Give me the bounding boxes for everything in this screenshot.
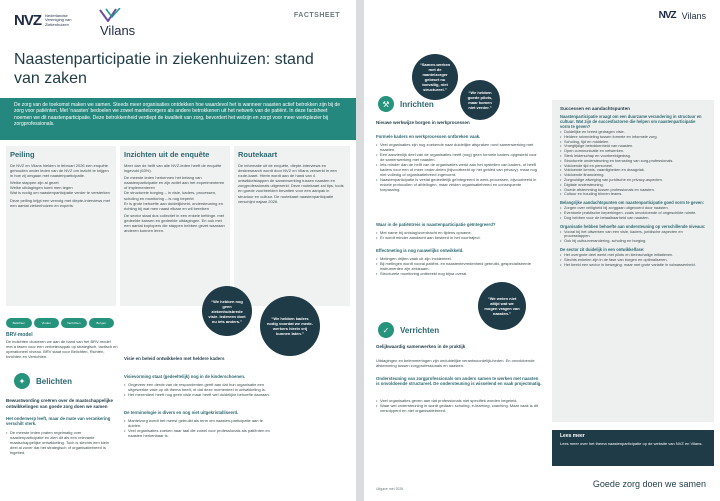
checklist-icon: ✓ [378, 322, 394, 338]
inrichten-subheading: Effectmeting is nog nauwelijks ontwikkeld. [376, 248, 464, 253]
inrichten-list [376, 256, 542, 276]
bullet-item: • Duidelijke en breed gedragen visie. [560, 130, 706, 135]
bullet-item: • Structurele monitoring ontbreekt nog bijna overal. [376, 271, 542, 276]
bullet-item: • Veel organisaties zijn nog zoekende naar duidelijke afspraken rond samenwerking met naasten. [376, 142, 542, 152]
panel-subheading: Organisatie hebben behoefte aan ondersteuning op verschillende niveaus: [560, 223, 706, 229]
column-body: De informatie uit de enquête, diepte-interviews en deskresearch wordt door NVZ en Vilans verwerkt in een route-kaart. Hierin wordt aan de hand van 4 ontwikkelstappen de samenwerking tussen naasten en zorgprofessionals uitgewerkt. Deze routekaart zal tips, tools en goede voorbeelden bevatten voor een aanpak in structuur en cultuur. De routekaart naastenparticipatie verschijnt najaar 2026. [238, 163, 344, 204]
richten-subheading: Visievorming staat (gedeeltelijk) nog in de kinderschoenen. [124, 374, 246, 379]
vilans-logo: Vilans [681, 10, 706, 21]
column-title: Routekaart [238, 150, 278, 159]
model-step: Borgen [89, 318, 115, 328]
header-logos [659, 10, 706, 21]
bullet-item: De meeste leden herkennen het belang van naastenparticipatie en zijn actief aan het experimenteren of implementeren [124, 175, 225, 191]
bullet-item: • Het overgrote deel werkt met pilots en kleinschalige initiatieven. [560, 253, 706, 258]
lees-meer-body: Lees meer over het thema naastenparticipatie op de website van NVZ en Vilans. [560, 441, 703, 446]
bullet-item: • Ongeveer een derde van de respondenten geeft aan dat hun organisatie een uitgewerkte visie op dit thema heeft, of dat deze momenteel in ontwikkeling is. [124, 382, 274, 392]
panel-list [560, 253, 706, 267]
inrichten-heading: Nieuwe werkwijze borgen in werkprocessen [376, 120, 470, 125]
bullet-item: • Sterk leiderschap en voorbeeldgedrag. [560, 154, 706, 159]
inrichten-subheading: Waar in de patiëntreis is naastenparticipatie geïntegreerd? [376, 222, 496, 227]
inrichten-subheading: Formele kaders en werkprocessen ontbreken vaak. [376, 134, 481, 139]
bullet-item: • Waar wel ondersteuning in wordt gedaan: scholing, e-learning, coaching. Maar vaak is dit versnipperd en niet organisatiebreed. [376, 403, 542, 413]
panel-list [560, 230, 706, 244]
column-title: Peiling [10, 150, 35, 159]
brv-body: De indichten clusteren we aan de hand van het BRV-model met a fasen voor een verbeterappak op strategisch, tactisch en operationeel niveau. BRV staat voor Belichten, Richten, Inrichten en Verrichten. [6, 339, 118, 359]
belichten-list [6, 430, 116, 455]
column-peiling [6, 146, 116, 306]
bullet-item: • Het beeld een sector in beweging. maar met grote variatie in volwassenheid. [560, 263, 706, 268]
nvz-logo: NVZ [658, 10, 676, 21]
bullet-item: • De meeste leden praten regelmatig over naastenparticipatie en zien dit als een relevante maatschappelijke ontwikkeling. Toch is slechts een klein deel al zover dat het strategisch of organisatiebreed is ingebed. [6, 430, 116, 455]
bullet-item: De structurele borging – in visie, kaders, processen, scholing en monitoring – is nog beperkt [124, 190, 217, 201]
tools-icon: ⚒ [378, 96, 394, 112]
panel-subheading: Naastenparticipatie vraagt om een duurzame verandering in structuur en cultuur. Wat zijn de succesfactoren die helpen om naastenparticipatie vorm te geven? [560, 114, 702, 129]
quote-bubble: “We weten niet altijd wat we mogen vragen van naasten.” [478, 282, 526, 330]
bullet-item: • Zorgvuldige afweging van juridische en privacy-aspecten. [560, 178, 706, 183]
bullet-item: • Slechts enkelen zijn in de fase van borgen en optimaliseren. [560, 258, 706, 263]
bullet-item: • Cultuur en houding binnen teams. [560, 192, 706, 197]
factsheet-label: FACTSHEET [293, 12, 340, 19]
bullet-item: • Eventuele praktische beperkingen. zoals onvoldoende of ongeschikte ruimte. [560, 211, 706, 216]
richten-list [124, 382, 274, 397]
bullet-item: • Scholing, tijd en middelen. [560, 140, 706, 145]
nvz-logo-subtitle: Nederlandse Vereniging van Ziekenhuizen [45, 12, 72, 27]
quote-bubble: “We hebben goede pilots, maar komen niet verder.” [460, 80, 500, 120]
richten-heading: Visie en beleid ontwikkelen met heldere kaders [124, 356, 225, 361]
section-label-verrichten: Verrichten [400, 326, 440, 335]
bullet-item: • Naastenparticipatie is veelal gedeeltelijk geïntegreerd in werk-processen, bijvoorbeeld in enkele protocollen of afdelingen, maar zelden organisatiebreed en consequente toepassing. [376, 177, 542, 192]
inrichten-list [376, 142, 542, 192]
bullet-item: • Een aanzienlijk deel van de organisaties heeft (nog) geen formele kaders opgesteld voor de samenwerking met naasten. [376, 152, 542, 162]
bullet-item: • Het merendeel heeft nog geen visie maar heeft wel duidelijke behoefte daaraan. [124, 392, 274, 397]
factsheet-page-right [364, 0, 720, 501]
column-title: Inzichten uit de enquête [124, 150, 210, 159]
successen-panel [552, 100, 714, 422]
bullet-item: Er is grote behoefte aan duidelijkheid, ondersteuning en richting bij wat men naast elkaar en wil bereiken [124, 200, 223, 211]
panel-title: Successen en aandachtspunten [560, 106, 630, 111]
verrichten-heading: Gelijkwaardig samenwerken in de praktijk [376, 344, 466, 349]
brv-model-strip [6, 318, 114, 328]
verrichten-list [376, 398, 542, 413]
verrichten-subheading: Ondersteuning van zorgprofessionals om anders samen te werken met naasten is onvoldoende structureel. De ondersteuning is wisselend en vaak projectmatig. [376, 376, 542, 387]
model-step: Belichten [6, 318, 32, 328]
column-inzichten [120, 146, 230, 306]
nvz-logo [14, 12, 85, 29]
bullet-item: • Metingen drijten vaak uit zijn incidenteel. [376, 256, 542, 261]
bullet-item: • Vooral bij het uitwerken van een visie, kaders, juridische aspecten en processtappen. [560, 230, 706, 240]
vilans-logo-text: Vilans [100, 23, 136, 38]
bullet-item: • Veel organisaties zoeken naar taal die zowel voor professionals als patiënten en naasten herkenbaar is. [124, 428, 274, 438]
panel-list [560, 130, 706, 197]
column-body: De NVZ en Vilans hielden in februari 2026 een enquête gehouden onder leden van de NVZ om inzicht te krijgen in hoe zij omgaan met naastenparticipatie. [10, 163, 109, 179]
richten-subheading: De terminologie is divers en nog niet uitgekristalliseerd. [124, 410, 239, 415]
publication-date: Uitgave mei 2026 [376, 487, 404, 491]
intro-text: De zorg van de toekomst maken we samen. Steeds meer organisaties ontdekken hoe waardevol het is wanneer naasten actief betrokken zijn bij de zorg voor patiënten. Met ‘naasten’ bedoelen we zowel mantelzorgers als andere betrokkenen uit het netwerk van de patiënt. In deze factsheet noemen we dit naastenparticipatie. Deze betrokkenheid verdiept de kwaliteit van zorg, bevordert het welzijn en zorgt voor meer werkplezier bij zorgprofessionals. [0, 98, 356, 140]
quote-bubble: “We hebben kaders nodig voordat we mede-werkers hierin vrij kunnen laten.” [260, 296, 320, 356]
belichten-subheading: Het onderwerp leeft, maar de mate van verankering verschilt sterk. [6, 416, 111, 427]
bullet-item: • Bij metingen wordt vooral patiënt- en naastentevredenheid gebruikt, gespecialiseerde instrumenten zijn zeldzaam. [376, 261, 542, 271]
column-routekaart [234, 146, 350, 306]
bullet-item: • Ook bij cultuurverandering, scholing en borging. [560, 239, 706, 244]
bullet-item: • Mantelzorg wordt het meest gebruikt als term om naasten-participatie aan te duiden. [124, 418, 274, 428]
richten-list [124, 418, 274, 438]
section-label-inrichten: Inrichten [400, 100, 434, 109]
bullet-item: • Digitale ondersteuning. [560, 183, 706, 188]
panel-list [560, 206, 706, 220]
panel-subheading: Belangrijke aandachtspunten om naastenparticipatie goed vorm te geven: [560, 200, 704, 206]
nvz-logo-mark: NVZ [14, 12, 41, 29]
bullet-item: • Goede afstemming tussen professionals en naasten. [560, 188, 706, 193]
bullet-item: • Veel organisaties geven aan dat professionals niet specifiek worden begeleid. [376, 398, 542, 403]
section-label-belichten: Belichten [36, 377, 73, 386]
bullet-item: Welke uitdagingen komt men tegen [10, 185, 73, 191]
bullet-item: • Open communicatie en netwerken. [560, 149, 706, 154]
vilans-logo-icon [98, 8, 132, 22]
model-step: Vinden [34, 318, 60, 328]
tagline: Goede zorg doen we samen [592, 479, 706, 489]
bullet-item: Welke stappen zijn al gezet [10, 180, 59, 186]
bullet-item: • Zorgen over veiligheid bij zorggaan uitgevoerd door naasten. [560, 206, 706, 211]
bullet-item: Wat is nodig om naastenparticipatie verder te versterken [10, 190, 110, 196]
lightbulb-icon: ✦ [14, 373, 30, 389]
lees-meer-box[interactable] [552, 430, 714, 466]
bullet-item: • Met name bij ontslag/overdracht en tijdens opname. [376, 230, 542, 235]
bullet-item: • Voldoende financiering. [560, 173, 706, 178]
column-tail: Deze peiling krijgt een vervolg met diepte-interviews met een aantal ziekenhuizen en experts. [10, 197, 111, 208]
panel-subheading: De sector zit duidelijk in een ontwikkelfase: [560, 246, 645, 252]
column-tail: De sector staat dus collectief in een enkele kettinge. met gedeelde kansen en gedeelde uitdagingen. En ook met een aantal koplopers die stappen hebben gezet waaraan anderen kunnen leren. [124, 212, 225, 234]
belichten-heading: Bewustwording creëren over de maatschappelijke ontwikkelingen van goede zorg doen we samen [6, 398, 114, 409]
column-body: Meer dan de helft van alle NVZ-leden heeft de enquête ingevuld (63%). [124, 163, 222, 174]
lees-meer-title: Lees meer [560, 433, 585, 439]
bullet-item: • Voldoende tijd en personeel. [560, 164, 706, 169]
bullet-item: • Heldere rolverdeling tussen formele en informele zorg. [560, 135, 706, 140]
factsheet-page-left [0, 0, 356, 501]
brv-title: BRV-model [6, 332, 33, 338]
bullet-item: • Structurele ondersteuning en toerusting van zorg-professionals. [560, 159, 706, 164]
bullet-item: • Iets minder dan de helft van de organisaties werkt aan het opstellen van kaders, of heeft kaders voor een of meer onder-delen (bijvoorbeeld op het gebied van privacy). maar nog niet volledig of organisatiebreed ingevoerd. [376, 162, 542, 177]
bullet-item: • Vroegtijdige betrokkenheid van naasten. [560, 144, 706, 149]
bullet-item: • Er wordt minder aandacht aan besteed in het voortraject. [376, 235, 542, 240]
page-title: Naastenparticipatie in ziekenhuizen: stand van zaken [14, 51, 314, 87]
inrichten-list [376, 230, 542, 240]
verrichten-body: Uitdagingen en belemmeringen zijn onduidelijke verantwoordelijk-heden. En onvoldoende afstemming tussen zorgprofessionals en naasten. [376, 358, 535, 368]
bullet-item: • Voldoende kennis, vaardigheden en draagvlak. [560, 168, 706, 173]
bullet-item: • Dog hebben voor de betaalbaarheid van naasten. [560, 216, 706, 221]
model-step: Verrichten [61, 318, 87, 328]
vilans-logo [98, 8, 135, 40]
quote-bubble: “Samen-werken met de mantelzorger gebeurt nu toevallig, niet structureel.” [412, 54, 458, 100]
quote-bubble: “We hebben nog geen ziekenhuisbrede visie. Iedereen doet nu iets anders.” [202, 286, 252, 336]
